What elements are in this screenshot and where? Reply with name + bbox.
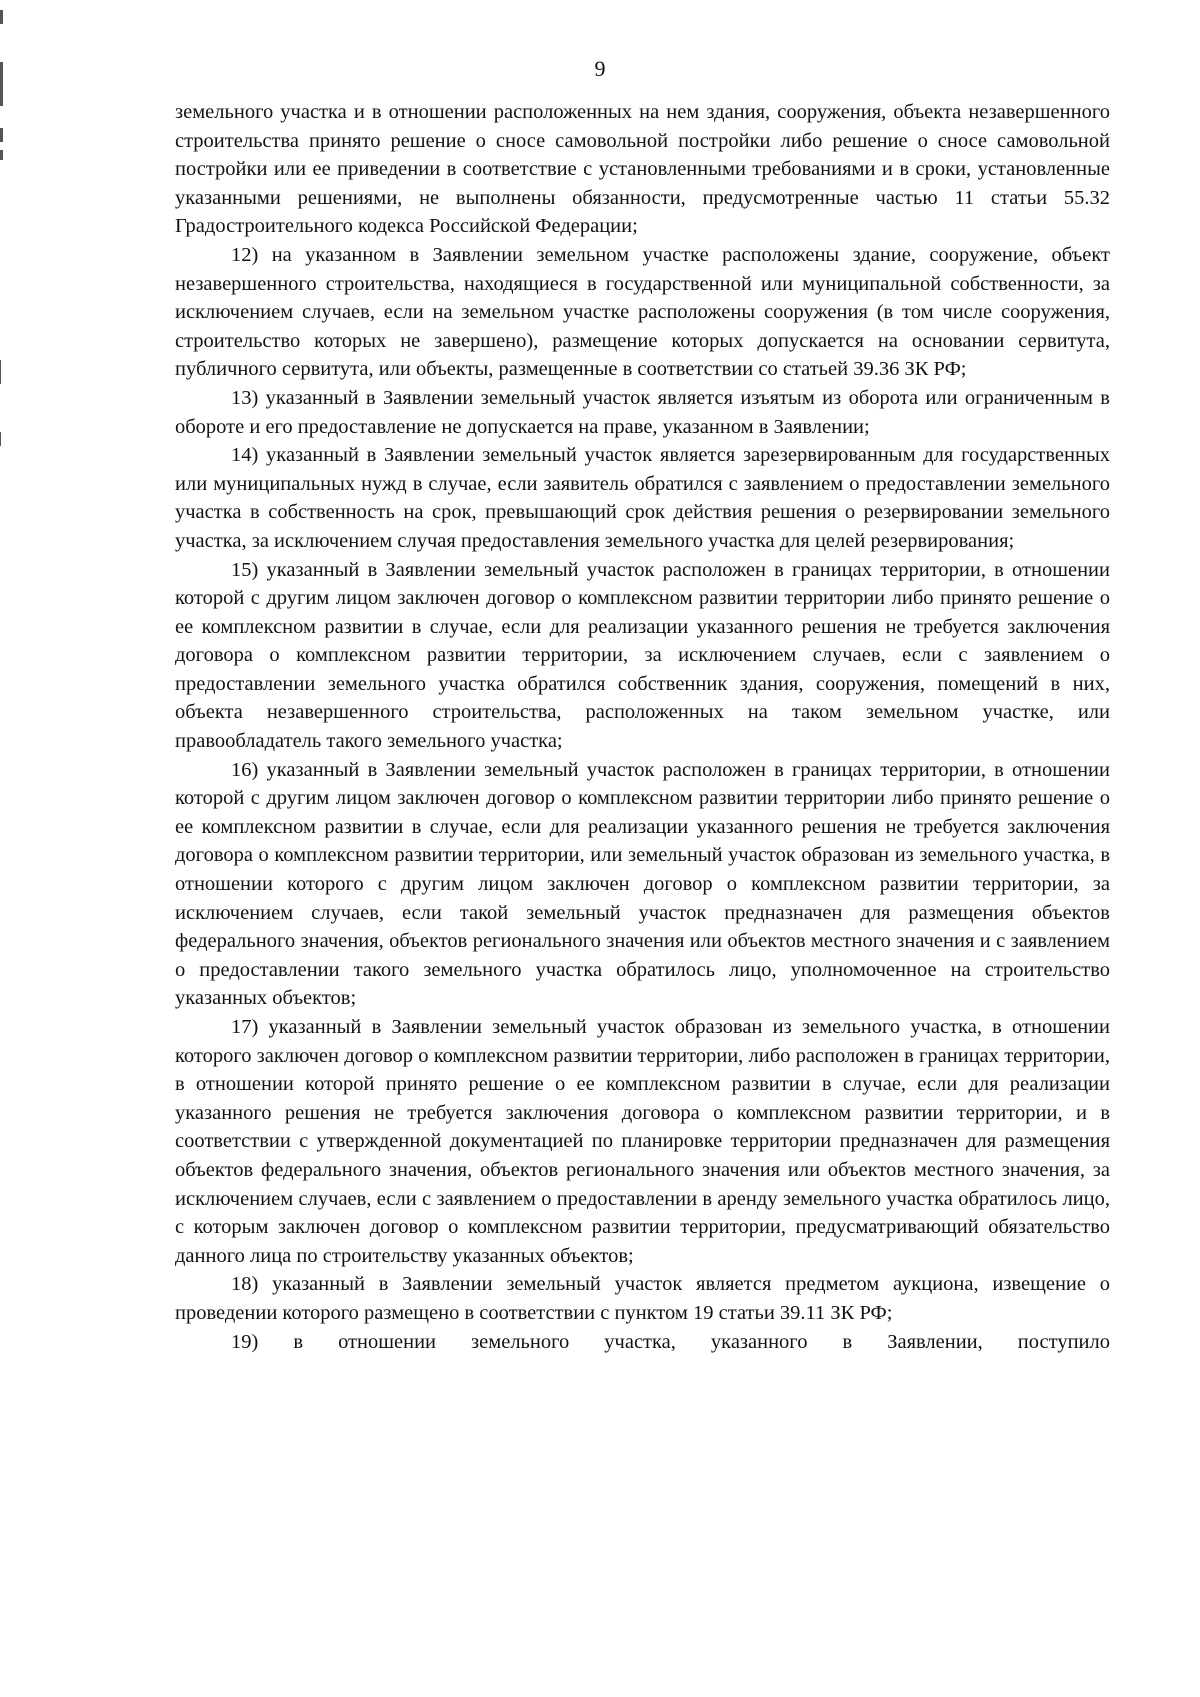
paragraph-item-16: 16) указанный в Заявлении земельный участок расположен в границах территории, в отношении которой с другим лицом заключен договор о комплексном развитии территории либо принято решение о ее комплексном развитии в случае, если для реализации указанного решения не требуется заключения договора о комплексном развитии территории, или земельный участок образован из земельного участка, в отношении которого с другим лицом заключен договор о комплексном развитии территории, за исключением случаев, если такой земельный участок предназначен для размещения объектов федерального значения, объектов регионального значения или объектов местного значения и с заявлением о предоставлении такого земельного участка обратилось лицо, уполномоченное на строительство указанных объектов; (175, 758, 1110, 1010)
paragraph-item-14: 14) указанный в Заявлении земельный участок является зарезервированным для государственных или муниципальных нужд в случае, если заявитель обратился с заявлением о предоставлении земельного участка в собственность на срок, превышающий срок действия решения о резервировании земельного участка, за исключением случая предоставления земельного участка для целей резервирования; (175, 444, 1110, 552)
page-number: 9 (594, 56, 606, 81)
paragraph-item-12: 12) на указанном в Заявлении земельном участке расположены здание, сооружение, объект незавершенного строительства, находящиеся в государственной или муниципальной собственности, за исключением случаев, если на земельном участке расположены сооружения (в том числе сооружения, строительство которых не завершено), размещение которых допускается на основании сервитута, публичного сервитута, или объекты, размещенные в соответствии со статьей 39.36 ЗК РФ; (175, 243, 1110, 381)
paragraph-continuation: земельного участка и в отношении расположенных на нем здания, сооружения, объекта незавершенного строительства принято решение о сносе самовольной постройки либо решение о сносе самовольной постройки или ее приведении в соответствие с установленными требованиями и в сроки, установленные указанными решениями, не выполнены обязанности, предусмотренные частью 11 статьи 55.32 Градостроительного кодекса Российской Федерации; (175, 101, 1110, 238)
paragraph-item-13: 13) указанный в Заявлении земельный участок является изъятым из оборота или ограниченным в обороте и его предоставление не допускается на праве, указанном в Заявлении; (175, 386, 1110, 438)
paragraph-item-17: 17) указанный в Заявлении земельный участок образован из земельного участка, в отношении которого заключен договор о комплексном развитии территории, либо расположен в границах территории, в отношении которой принято решение о ее комплексном развитии в случае, если для реализации указанного решения не требуется заключения договора о комплексном развитии территории, и в соответствии с утвержденной документацией по планировке территории предназначен для размещения объектов федерального значения, объектов регионального значения или объектов местного значения, за исключением случаев, если с заявлением о предоставлении в аренду земельного участка обратилось лицо, с которым заключен договор о комплексном развитии территории, предусматривающий обязательство данного лица по строительству указанных объектов; (175, 1016, 1110, 1267)
paragraph-item-18: 18) указанный в Заявлении земельный участок является предметом аукциона, извещение о проведении которого размещено в соответствии с пунктом 19 статьи 39.11 ЗК РФ; (175, 1273, 1110, 1324)
paragraph-item-15: 15) указанный в Заявлении земельный участок расположен в границах территории, в отношении которой с другим лицом заключен договор о комплексном развитии территории либо принято решение о ее комплексном развитии в случае, если для реализации указанного решения не требуется заключения договора о комплексном развитии территории, за исключением случаев, если с заявлением о предоставлении земельного участка обратился собственник здания, сооружения, помещений в них, объекта незавершенного строительства, расположенных на таком земельном участке, или правообладатель такого земельного участка; (175, 558, 1110, 753)
paragraph-item-19: 19) в отношении земельного участка, указанного в Заявлении, поступило (231, 1330, 1110, 1353)
document-body (175, 98, 1110, 1356)
